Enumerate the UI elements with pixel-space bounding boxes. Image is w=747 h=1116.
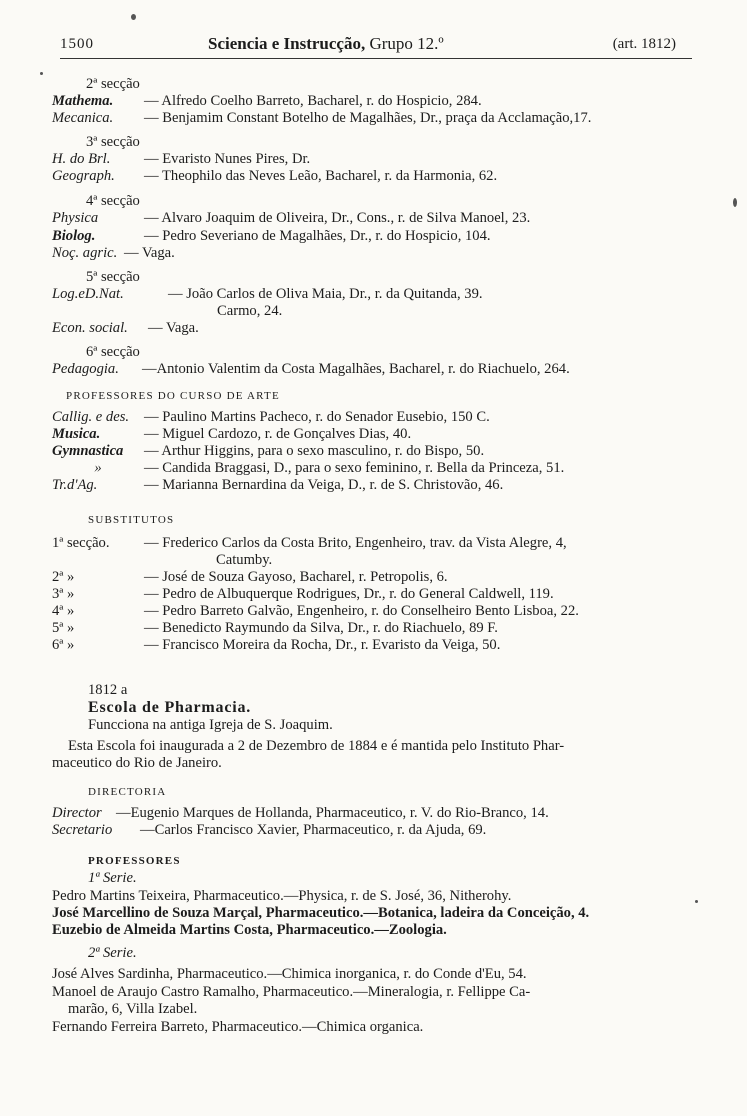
list-item: [52, 460, 702, 477]
entry-text: — João Carlos de Oliva Maia, Dr., r. da Quitanda, 39.: [168, 286, 483, 302]
role-label: Director: [52, 805, 102, 821]
serie-title: [88, 870, 738, 887]
section-title: 6ª secção: [86, 344, 140, 360]
entry-text: — José de Souza Gayoso, Bacharel, r. Petropolis, 6.: [144, 569, 448, 585]
list-item: Fernando Ferreira Barreto, Pharmaceutico.—Chimica organica.: [52, 1019, 424, 1035]
section-heading: PROFESSORES DO CURSO DE ARTE: [66, 390, 280, 402]
section-title: 5ª secção: [86, 269, 140, 285]
list-item: [52, 586, 702, 603]
list-item: [52, 245, 702, 262]
entry-text: —Carlos Francisco Xavier, Pharmaceutico, r. da Ajuda, 69.: [140, 822, 487, 838]
list-item: [52, 805, 702, 822]
list-item: [52, 409, 702, 426]
subject-label: Tr.d'Ag.: [52, 477, 98, 493]
subject-label: Geograph.: [52, 168, 115, 184]
article-title-text: Escola de Pharmacia.: [88, 699, 252, 716]
list-item: [52, 303, 702, 320]
entry-text: — Paulino Martins Pacheco, r. do Senador Eusebio, 150 C.: [144, 409, 490, 425]
entry-text: — Francisco Moreira da Rocha, Dr., r. Evaristo da Veiga, 50.: [144, 637, 501, 653]
section-heading: DIRECTORIA: [88, 786, 167, 798]
subject-label: Physica: [52, 210, 99, 226]
serie-title-text: 1ª Serie.: [88, 870, 137, 886]
entry-text: Catumby.: [216, 552, 273, 568]
list-item: [52, 569, 702, 586]
entry-text: — Candida Braggasi, D., para o sexo feminino, r. Bella da Princeza, 51.: [144, 460, 565, 476]
article-number-text: 1812 a: [88, 682, 128, 698]
entry-text: Carmo, 24.: [217, 303, 283, 319]
entry-text: — Alvaro Joaquim de Oliveira, Dr., Cons., r. de Silva Manoel, 23.: [144, 210, 531, 226]
list-item: Pedro Martins Teixeira, Pharmaceutico.—Physica, r. de S. José, 36, Nitherohy.: [52, 888, 512, 904]
entry-text: —Eugenio Marques de Hollanda, Pharmaceutico, r. V. do Rio-Branco, 14.: [116, 805, 549, 821]
list-item: [52, 320, 702, 337]
serie-title: [88, 945, 738, 962]
section-label: 5ª »: [52, 620, 75, 636]
entry-text: — Pedro de Albuquerque Rodrigues, Dr., r. do General Caldwell, 119.: [144, 586, 554, 602]
subject-label: Noç. agric.: [52, 245, 118, 261]
list-item: [52, 151, 702, 168]
list-item: [52, 552, 702, 569]
page-header: [60, 34, 692, 59]
entry-text: — Benjamim Constant Botelho de Magalhães, Dr., praça da Acclamação,17.: [144, 110, 592, 126]
list-item: [52, 637, 702, 654]
list-item: Euzebio de Almeida Martins Costa, Pharmaceutico.—Zoologia.: [52, 922, 447, 938]
header-title-main: Sciencia e Instrucção,: [208, 34, 366, 53]
section-label: 6ª »: [52, 637, 75, 653]
article-paragraph-line: Esta Escola foi inaugurada a 2 de Dezembro de 1884 e é mantida pelo Instituto Phar-: [68, 738, 565, 754]
header-title: [208, 34, 444, 54]
section-title: 3ª secção: [86, 134, 140, 150]
section-label: 3ª »: [52, 586, 75, 602]
list-item: [52, 477, 702, 494]
entry-text: — Pedro Barreto Galvão, Engenheiro, r. do Conselheiro Bento Lisboa, 22.: [144, 603, 579, 619]
list-item: marão, 6, Villa Izabel.: [68, 1001, 198, 1017]
entry-text: — Theophilo das Neves Leão, Bacharel, r. da Harmonia, 62.: [144, 168, 498, 184]
list-item: [52, 535, 702, 552]
subject-label: Gymnastica: [52, 443, 124, 459]
subject-label: Biolog.: [52, 228, 96, 244]
page-number: 1500: [60, 36, 94, 52]
entry-text: — Vaga.: [148, 320, 199, 336]
entry-text: — Alfredo Coelho Barreto, Bacharel, r. do Hospicio, 284.: [144, 93, 482, 109]
ink-speck: [733, 198, 737, 207]
entry-text: — Pedro Severiano de Magalhães, Dr., r. do Hospicio, 104.: [144, 228, 491, 244]
section-label: 4ª »: [52, 603, 75, 619]
list-item: José Marcellino de Souza Marçal, Pharmaceutico.—Botanica, ladeira da Conceição, 4.: [52, 905, 590, 921]
list-item: [52, 620, 702, 637]
header-article-ref: (art. 1812): [612, 36, 676, 52]
list-item: [52, 110, 702, 127]
article-title: [88, 699, 738, 716]
article-paragraph-line: maceutico do Rio de Janeiro.: [52, 755, 222, 771]
list-item: [52, 210, 702, 227]
list-item: Manoel de Araujo Castro Ramalho, Pharmaceutico.—Mineralogia, r. Fellippe Ca-: [52, 984, 531, 1000]
ink-speck: [695, 900, 698, 903]
section-heading: SUBSTITUTOS: [88, 514, 175, 526]
section-title: 4ª secção: [86, 193, 140, 209]
subject-label: Mathema.: [52, 93, 114, 109]
subject-label: Musica.: [52, 426, 101, 442]
list-item: José Alves Sardinha, Pharmaceutico.—Chimica inorganica, r. do Conde d'Eu, 54.: [52, 966, 527, 982]
list-item: [52, 93, 702, 110]
list-item: [52, 361, 702, 378]
list-item: [52, 426, 702, 443]
ink-speck: [131, 14, 136, 20]
section-title: 2ª secção: [86, 76, 140, 92]
entry-text: — Miguel Cardozo, r. de Gonçalves Dias, 40.: [144, 426, 412, 442]
list-item: [52, 228, 702, 245]
subject-label: H. do Brl.: [52, 151, 111, 167]
entry-text: — Evaristo Nunes Pires, Dr.: [144, 151, 311, 167]
header-group: Grupo 12.º: [369, 34, 444, 53]
subject-label: Econ. social.: [52, 320, 128, 336]
list-item: [52, 603, 702, 620]
entry-text: — Benedicto Raymundo da Silva, Dr., r. do Riachuelo, 89 F.: [144, 620, 498, 636]
subject-label: Mecanica.: [52, 110, 114, 126]
role-label: Secretario: [52, 822, 113, 838]
list-item: [52, 286, 702, 303]
serie-title-text: 2ª Serie.: [88, 945, 137, 961]
list-item: [52, 168, 702, 185]
entry-text: — Arthur Higgins, para o sexo masculino, r. do Bispo, 50.: [144, 443, 485, 459]
entry-text: — Marianna Bernardina da Veiga, D., r. de S. Christovão, 46.: [144, 477, 504, 493]
entry-text: — Vaga.: [124, 245, 175, 261]
subject-label: »: [94, 460, 102, 476]
section-label: 1ª secção.: [52, 535, 110, 551]
subject-label: Log.eD.Nat.: [52, 286, 124, 302]
entry-text: —Antonio Valentim da Costa Magalhães, Bacharel, r. do Riachuelo, 264.: [142, 361, 570, 377]
subject-label: Callig. e des.: [52, 409, 130, 425]
list-item: [52, 822, 702, 839]
section-label: 2ª »: [52, 569, 75, 585]
article-location: Funcciona na antiga Igreja de S. Joaquim.: [88, 717, 333, 733]
subject-label: Pedagogia.: [52, 361, 119, 377]
article-number: [88, 682, 738, 699]
entry-text: — Frederico Carlos da Costa Brito, Engenheiro, trav. da Vista Alegre, 4,: [144, 535, 567, 551]
list-item: [52, 443, 702, 460]
section-heading: PROFESSORES: [88, 855, 181, 867]
ink-speck: [40, 72, 43, 75]
